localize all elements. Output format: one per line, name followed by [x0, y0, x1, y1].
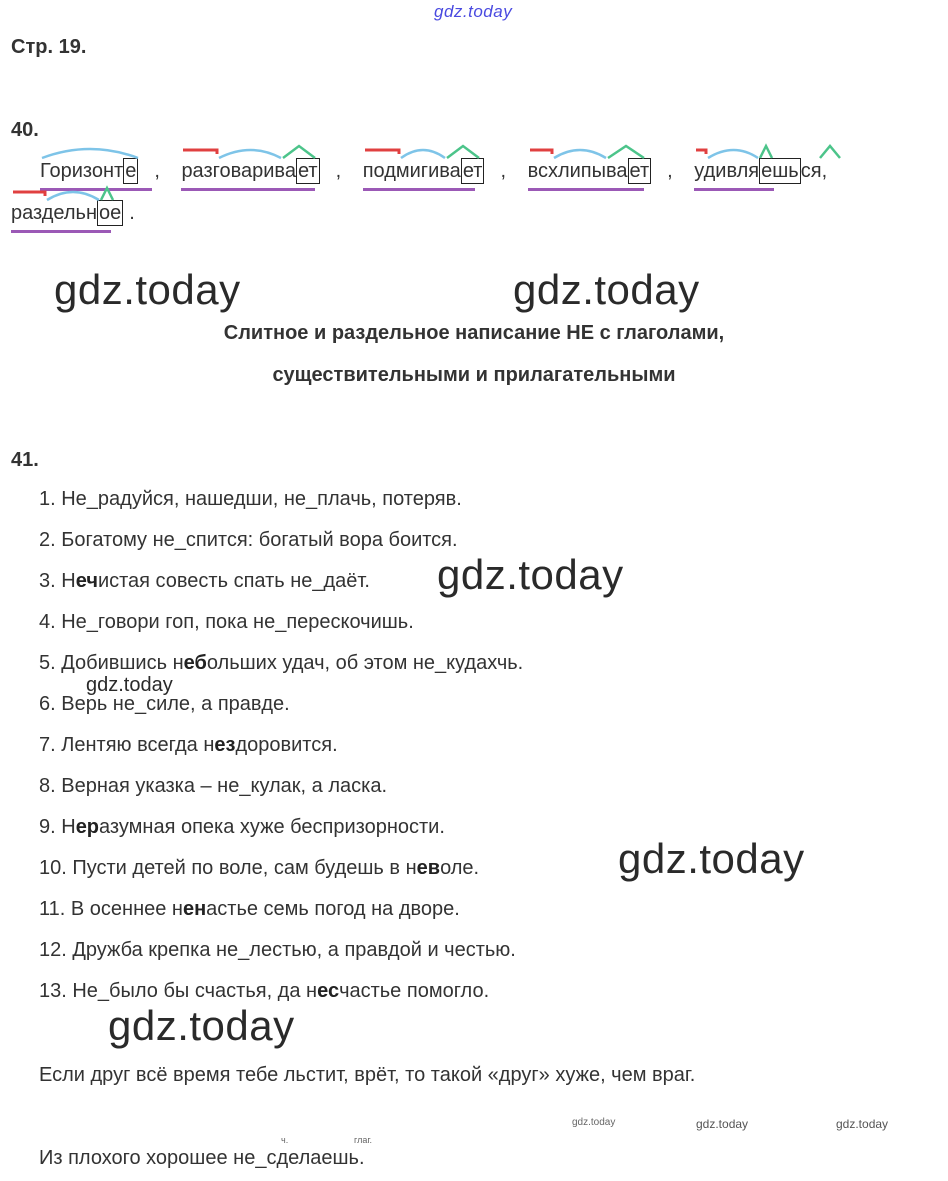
word-ending: ет	[462, 160, 483, 182]
page-reference: Стр. 19.	[11, 36, 87, 58]
word-ending: ет	[297, 160, 318, 182]
watermark: gdz.today	[618, 835, 805, 882]
watermark: gdz.today	[437, 551, 624, 598]
watermark: gdz.today	[86, 674, 173, 696]
stem-underline	[11, 230, 111, 233]
section-heading-line-1: Слитное и раздельное написание НЕ с глаголами,	[223, 322, 725, 344]
separator: .	[129, 202, 135, 224]
watermark: gdz.today	[108, 1002, 295, 1049]
stem-underline	[528, 188, 644, 191]
watermark: gdz.today	[836, 1117, 889, 1131]
section-heading-line-2: существительными и прилагательными	[272, 364, 676, 386]
word-postfix: ся	[800, 160, 822, 182]
parsed-word	[40, 158, 138, 188]
proverb-item: 6. Верь не_силе, а правде.	[39, 693, 290, 715]
watermark: gdz.today	[513, 266, 700, 313]
word-stem: подмигива	[362, 160, 461, 182]
proverb-item: 9. Неразумная опека хуже беспризорности.	[39, 816, 445, 838]
proverb-item: 13. Не_было бы счастья, да несчастье помогло.	[39, 980, 490, 1002]
morpheme-marks	[528, 144, 648, 160]
proverb-item: 1. Не_радуйся, нашедши, не_плачь, потеряв.	[39, 488, 462, 510]
watermark: gdz.today	[54, 266, 241, 313]
proverb-item: 10. Пусти детей по воле, сам будешь в неволе.	[39, 857, 480, 879]
parsed-word	[363, 158, 485, 188]
word-stem: разговарива	[181, 160, 296, 182]
separator: ,	[667, 160, 673, 182]
word-stem: удивля	[694, 160, 760, 182]
stem-underline	[363, 188, 475, 191]
parsed-word	[694, 158, 821, 188]
separator: ,	[154, 160, 160, 182]
proverb-item: 8. Верная указка – не_кулак, а ласка.	[39, 775, 388, 797]
proverb-item: 12. Дружба крепка не_лестью, а правдой и честью.	[39, 939, 516, 961]
exercise-number: 40.	[11, 119, 39, 141]
parsed-word	[11, 200, 123, 230]
exercise-number: 41.	[11, 449, 39, 471]
root-arc-mark	[40, 144, 140, 160]
morpheme-marks	[363, 144, 483, 160]
watermark: gdz.today	[572, 1117, 616, 1128]
separator: ,	[821, 160, 828, 182]
watermark-top: gdz.today	[434, 2, 513, 21]
sentence: Если друг всё время тебе льстит, врёт, то такой «друг» хуже, чем враг.	[39, 1064, 696, 1086]
morpheme-marks	[181, 144, 321, 160]
word-stem: всхлипыва	[527, 160, 628, 182]
word-ending: е	[125, 160, 137, 182]
separator: ,	[500, 160, 506, 182]
sentence: Из плохого хорошее не_сделаешь.	[39, 1147, 365, 1169]
word-ending: ое	[99, 202, 122, 224]
stem-underline	[694, 188, 774, 191]
proverb-item: 3. Нечистая совесть спать не_даёт.	[39, 570, 370, 592]
proverb-item: 4. Не_говори гоп, пока не_перескочишь.	[39, 611, 414, 633]
word-ending: ешь	[761, 160, 799, 182]
stem-underline	[181, 188, 315, 191]
separator: ,	[335, 160, 342, 182]
morpheme-marks	[11, 186, 121, 202]
proverb-item: 11. В осеннее ненастье семь погод на дворе.	[39, 898, 460, 920]
parsed-word	[528, 158, 652, 188]
parsed-word	[181, 158, 319, 188]
watermark: gdz.today	[696, 1117, 749, 1131]
word-stem: Горизонт	[40, 160, 124, 182]
proverb-item: 5. Добившись небольших удач, об этом не_кудахчь.	[39, 652, 524, 674]
word-stem: раздельн	[11, 202, 98, 224]
ex40-line-1	[40, 158, 827, 188]
proverb-item: 7. Лентяю всегда нездоровится.	[39, 734, 338, 756]
word-ending: ет	[629, 160, 650, 182]
morpheme-marks	[694, 144, 844, 160]
proverb-item: 2. Богатому не_спится: богатый вора боится.	[39, 529, 458, 551]
ex40-line-2	[11, 200, 135, 230]
part-of-speech-mark: глаг.	[354, 1135, 373, 1145]
part-of-speech-mark: ч.	[281, 1135, 289, 1145]
